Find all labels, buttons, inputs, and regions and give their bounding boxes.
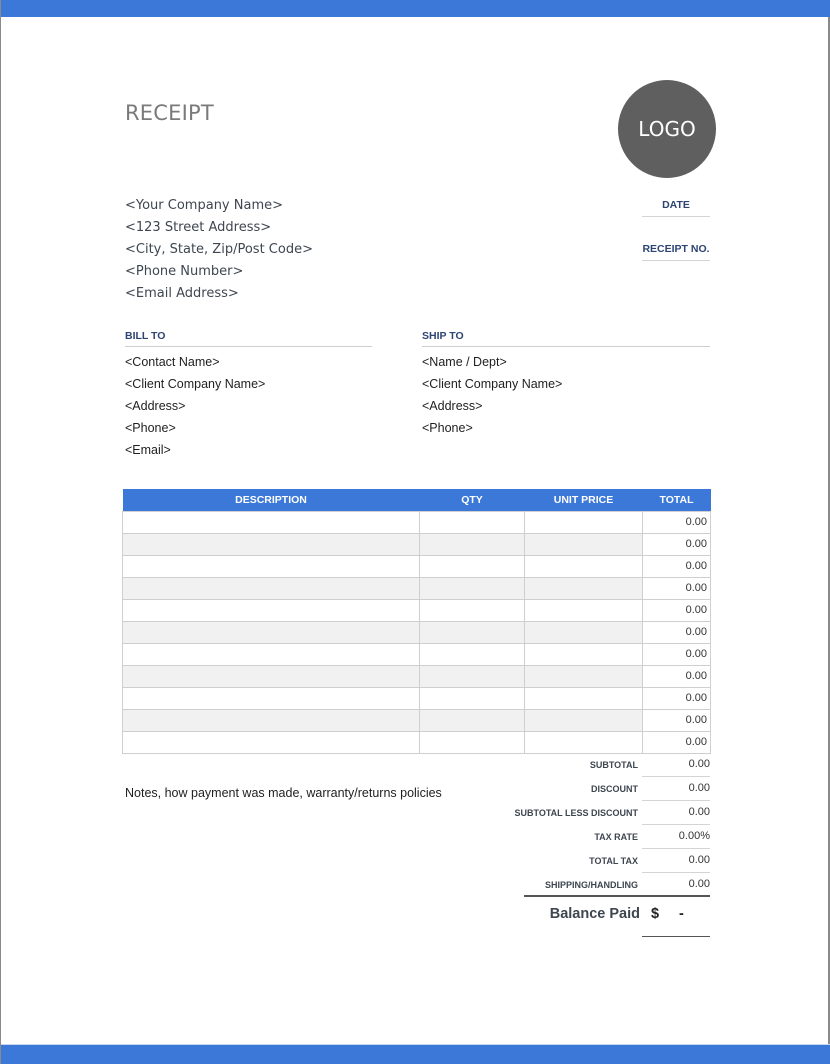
document-title: RECEIPT [125, 101, 214, 125]
summary-row-tax-rate [501, 825, 710, 849]
summary-row-subtotal-less-discount [501, 801, 710, 825]
company-phone[interactable]: <Phone Number> [125, 264, 244, 279]
bill-to-phone[interactable]: <Phone> [125, 421, 176, 435]
total-tax-label: TOTAL TAX [589, 856, 638, 866]
description-cell[interactable] [123, 709, 420, 731]
line-items-table [122, 489, 711, 754]
notes-text[interactable]: Notes, how payment was made, warranty/returns policies [125, 786, 442, 800]
table-row [123, 599, 711, 621]
column-header-unit-price: UNIT PRICE [525, 489, 643, 511]
bill-to-email[interactable]: <Email> [125, 443, 171, 457]
unit-price-cell[interactable] [525, 665, 643, 687]
description-cell[interactable] [123, 599, 420, 621]
company-city[interactable]: <City, State, Zip/Post Code> [125, 242, 313, 257]
unit-price-cell[interactable] [525, 555, 643, 577]
unit-price-cell[interactable] [525, 709, 643, 731]
total-cell: 0.00 [643, 621, 711, 643]
description-cell[interactable] [123, 511, 420, 533]
table-row [123, 577, 711, 599]
bill-to-heading: BILL TO [125, 330, 372, 347]
unit-price-cell[interactable] [525, 731, 643, 753]
summary-row-discount [501, 777, 710, 801]
table-row [123, 533, 711, 555]
table-row [123, 621, 711, 643]
ship-to-address[interactable]: <Address> [422, 399, 483, 413]
ship-to-block [422, 352, 562, 440]
bill-to-company[interactable]: <Client Company Name> [125, 377, 266, 391]
bill-to-address[interactable]: <Address> [125, 399, 186, 413]
receipt-number-field-label[interactable]: RECEIPT NO. [642, 243, 710, 261]
total-cell: 0.00 [643, 665, 711, 687]
total-tax-value: 0.00 [642, 849, 710, 873]
qty-cell[interactable] [420, 511, 525, 533]
ship-to-name[interactable]: <Name / Dept> [422, 355, 507, 369]
table-row [123, 687, 711, 709]
description-cell[interactable] [123, 643, 420, 665]
subtotal-less-discount-value: 0.00 [642, 801, 710, 825]
logo-text: LOGO [638, 117, 696, 141]
column-header-description: DESCRIPTION [123, 489, 420, 511]
company-email[interactable]: <Email Address> [125, 286, 239, 301]
unit-price-cell[interactable] [525, 687, 643, 709]
qty-cell[interactable] [420, 665, 525, 687]
table-row [123, 511, 711, 533]
qty-cell[interactable] [420, 533, 525, 555]
total-cell: 0.00 [643, 511, 711, 533]
description-cell[interactable] [123, 577, 420, 599]
company-name[interactable]: <Your Company Name> [125, 198, 283, 213]
total-cell: 0.00 [643, 643, 711, 665]
company-street[interactable]: <123 Street Address> [125, 220, 272, 235]
subtotal-label: SUBTOTAL [589, 760, 638, 770]
table-row [123, 665, 711, 687]
shipping-label: SHIPPING/HANDLING [544, 880, 638, 890]
total-cell: 0.00 [643, 533, 711, 555]
total-cell: 0.00 [643, 577, 711, 599]
ship-to-phone[interactable]: <Phone> [422, 421, 473, 435]
bill-to-contact[interactable]: <Contact Name> [125, 355, 220, 369]
table-header-row [123, 489, 711, 511]
total-cell: 0.00 [643, 599, 711, 621]
summary-row-subtotal [501, 753, 710, 777]
column-header-total: TOTAL [643, 489, 711, 511]
table-row [123, 643, 711, 665]
subtotal-less-discount-label: SUBTOTAL LESS DISCOUNT [514, 808, 638, 818]
shipping-value[interactable]: 0.00 [688, 878, 710, 890]
qty-cell[interactable] [420, 621, 525, 643]
unit-price-cell[interactable] [525, 643, 643, 665]
description-cell[interactable] [123, 665, 420, 687]
qty-cell[interactable] [420, 577, 525, 599]
unit-price-cell[interactable] [525, 577, 643, 599]
balance-underline [642, 936, 710, 937]
date-field-label[interactable]: DATE [642, 199, 710, 217]
qty-cell[interactable] [420, 643, 525, 665]
qty-cell[interactable] [420, 731, 525, 753]
qty-cell[interactable] [420, 599, 525, 621]
summary-divider [524, 895, 710, 897]
unit-price-cell[interactable] [525, 533, 643, 555]
table-row [123, 709, 711, 731]
balance-currency-symbol: $ [651, 906, 660, 922]
description-cell[interactable] [123, 555, 420, 577]
logo-placeholder[interactable] [618, 80, 716, 178]
total-cell: 0.00 [643, 709, 711, 731]
unit-price-cell[interactable] [525, 621, 643, 643]
table-row [123, 731, 711, 753]
summary-row-shipping [501, 873, 710, 897]
description-cell[interactable] [123, 533, 420, 555]
tax-rate-label: TAX RATE [594, 832, 638, 842]
balance-paid-label: Balance Paid [549, 906, 640, 922]
balance-paid-value: - [679, 906, 684, 922]
company-info [125, 196, 313, 306]
total-cell: 0.00 [643, 555, 711, 577]
total-cell: 0.00 [643, 687, 711, 709]
bottom-accent-bar [1, 1044, 830, 1064]
qty-cell[interactable] [420, 709, 525, 731]
qty-cell[interactable] [420, 555, 525, 577]
discount-label: DISCOUNT [591, 784, 638, 794]
ship-to-heading: SHIP TO [422, 330, 710, 347]
summary-row-total-tax [501, 849, 710, 873]
unit-price-cell[interactable] [525, 511, 643, 533]
qty-cell[interactable] [420, 687, 525, 709]
discount-value[interactable]: 0.00 [642, 777, 710, 801]
description-cell[interactable] [123, 621, 420, 643]
summary-block [501, 753, 710, 897]
unit-price-cell[interactable] [525, 599, 643, 621]
total-cell: 0.00 [643, 731, 711, 753]
bill-to-block [125, 352, 265, 462]
tax-rate-value[interactable]: 0.00% [642, 825, 710, 849]
subtotal-value: 0.00 [642, 753, 710, 777]
description-cell[interactable] [123, 731, 420, 753]
table-row [123, 555, 711, 577]
column-header-qty: QTY [420, 489, 525, 511]
ship-to-company[interactable]: <Client Company Name> [422, 377, 563, 391]
description-cell[interactable] [123, 687, 420, 709]
top-accent-bar [1, 0, 830, 17]
